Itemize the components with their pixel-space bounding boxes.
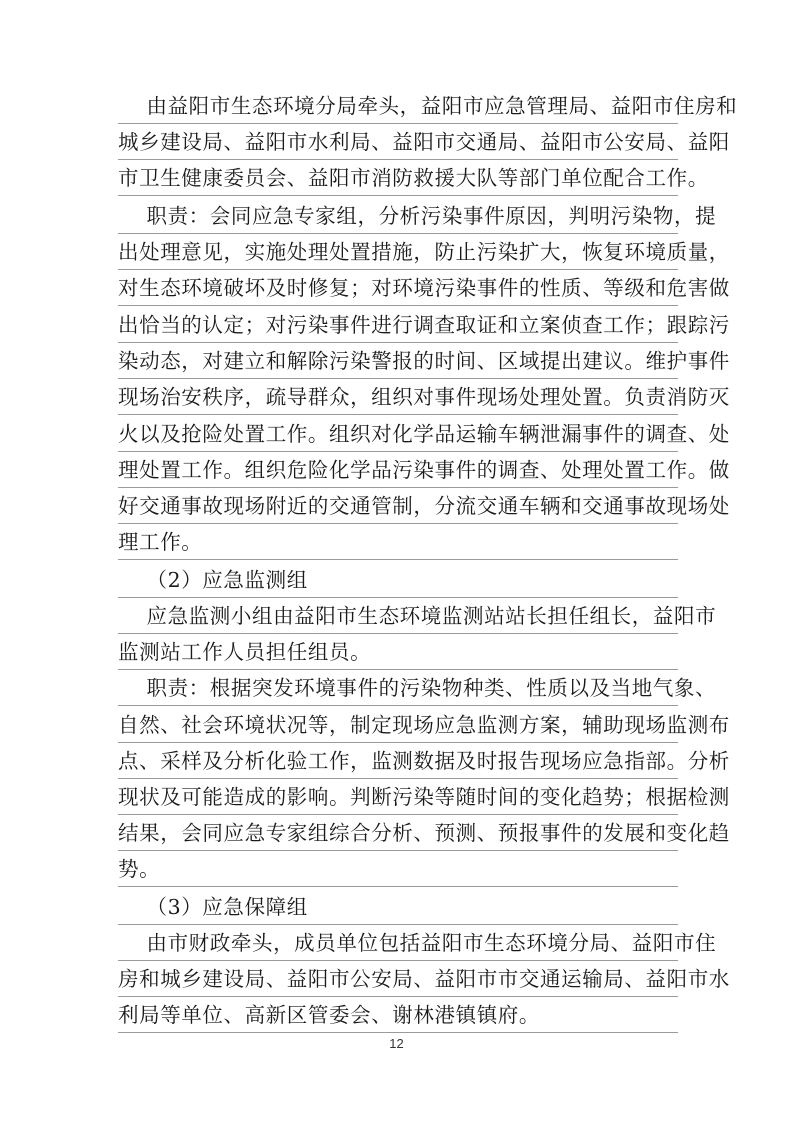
text-line: 火以及抢险处置工作。组织对化学品运输车辆泄漏事件的调查、处 [118,416,678,452]
text-line: 对生态环境破坏及时修复；对环境污染事件的性质、等级和危害做 [118,270,678,306]
text-line: 职责：根据突发环境事件的污染物种类、性质以及当地气象、 [118,670,678,706]
text-line: 理工作。 [118,524,678,560]
text-line: 出恰当的认定；对污染事件进行调查取证和立案侦查工作；跟踪污 [118,307,678,343]
page-number: 12 [389,1036,404,1051]
text-line: 现状及可能造成的影响。判断污染等随时间的变化趋势；根据检测 [118,779,678,815]
text-line: 点、采样及分析化验工作，监测数据及时报告现场应急指部。分析 [118,743,678,779]
text-line: 出处理意见，实施处理处置措施，防止污染扩大，恢复环境质量， [118,234,678,270]
text-line: 职责：会同应急专家组，分析污染事件原因，判明污染物，提 [118,198,678,234]
text-line: 结果，会同应急专家组综合分析、预测、预报事件的发展和变化趋 [118,815,678,851]
text-line: 监测站工作人员担任组员。 [118,634,678,670]
text-line: 染动态，对建立和解除污染警报的时间、区域提出建议。维护事件 [118,343,678,379]
text-line: 由益阳市生态环境分局牵头，益阳市应急管理局、益阳市住房和 [118,88,678,124]
text-line: （3）应急保障组 [118,889,678,925]
text-line: 自然、社会环境状况等，制定现场应急监测方案，辅助现场监测布 [118,707,678,743]
text-line: 利局等单位、高新区管委会、谢林港镇镇府。 [118,997,678,1033]
text-line: 应急监测小组由益阳市生态环境监测站站长担任组长，益阳市 [118,598,678,634]
text-line: 势。 [118,851,678,887]
text-line: 市卫生健康委员会、益阳市消防救援大队等部门单位配合工作。 [118,160,678,196]
text-line: 理处置工作。组织危险化学品污染事件的调查、处理处置工作。做 [118,452,678,488]
text-line: 由市财政牵头，成员单位包括益阳市生态环境分局、益阳市住 [118,925,678,961]
text-line: （2）应急监测组 [118,562,678,598]
text-line: 现场治安秩序，疏导群众，组织对事件现场处理处置。负责消防灭 [118,379,678,415]
text-line: 好交通事故现场附近的交通管制，分流交通车辆和交通事故现场处 [118,488,678,524]
text-line: 城乡建设局、益阳市水利局、益阳市交通局、益阳市公安局、益阳 [118,124,678,160]
text-line: 房和城乡建设局、益阳市公安局、益阳市市交通运输局、益阳市水 [118,961,678,997]
